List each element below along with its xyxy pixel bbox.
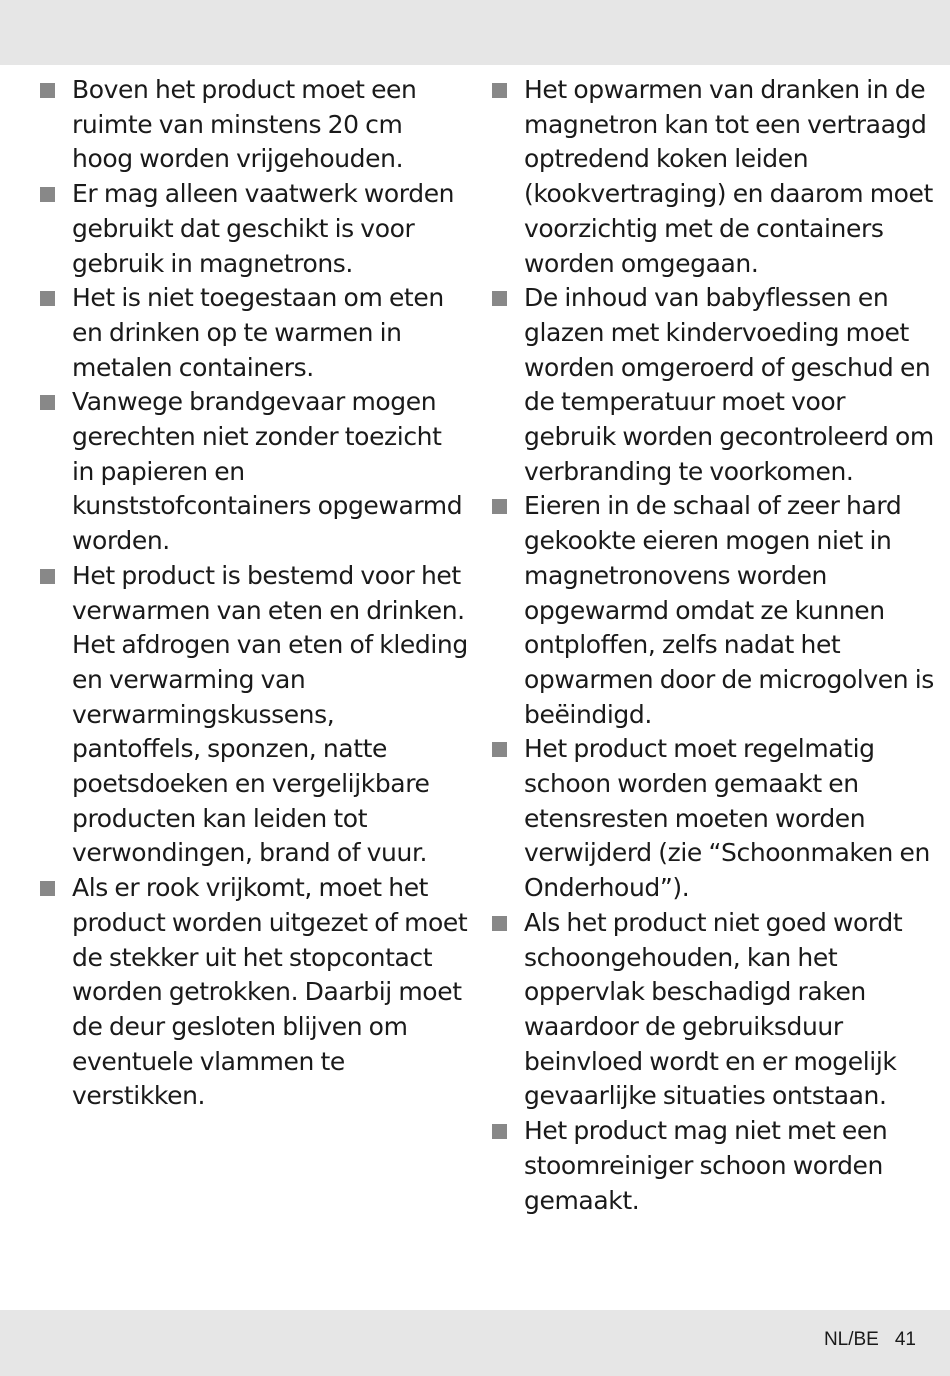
list-item bbox=[38, 385, 468, 559]
list-item-text: Als er rook vrijkomt, moet het product worden uitgezet of moet de stekker uit het stopcontact worden getrokken. Daarbij moet de deur gesloten blijven om eventuele vlammen te verstikken. bbox=[72, 873, 468, 1111]
page-number: 41 bbox=[894, 1329, 916, 1350]
list-item-text: Het product mag niet met een stoomreiniger schoon worden gemaakt. bbox=[524, 1116, 888, 1215]
square-bullet-icon bbox=[40, 291, 55, 306]
list-item-text: Als het product niet goed wordt schoongehouden, kan het oppervlak beschadigd raken waardoor de gebruiksduur beinvloed wordt en er mogelijk gevaarlijke situaties ontstaan. bbox=[524, 907, 903, 1111]
list-item bbox=[38, 177, 468, 281]
list-item-text: Het product moet regelmatig schoon worden gemaakt en etensresten moeten worden verwijderd (zie “Schoonmaken en Onderhoud”). bbox=[524, 734, 930, 903]
list-item bbox=[38, 871, 468, 1114]
list-item bbox=[490, 906, 935, 1114]
list-item bbox=[490, 1114, 935, 1218]
square-bullet-icon bbox=[40, 569, 55, 584]
right-column-list bbox=[490, 73, 935, 1218]
square-bullet-icon bbox=[492, 499, 507, 514]
square-bullet-icon bbox=[492, 291, 507, 306]
list-item bbox=[490, 489, 935, 732]
square-bullet-icon bbox=[40, 83, 55, 98]
list-item bbox=[490, 732, 935, 906]
square-bullet-icon bbox=[492, 83, 507, 98]
square-bullet-icon bbox=[492, 1124, 507, 1139]
list-item-text: Het product is bestemd voor het verwarmen van eten en drinken. Het afdrogen van eten of kleding en verwarming van verwarmingskussens, pantoffels, sponzen, natte poetsdoeken en vergelijkbare producten kan leiden tot verwondingen, brand of vuur. bbox=[72, 560, 468, 868]
list-item-text: Het is niet toegestaan om eten en drinken op te warmen in metalen containers. bbox=[72, 283, 444, 382]
list-item bbox=[490, 73, 935, 281]
list-item bbox=[38, 73, 468, 177]
square-bullet-icon bbox=[492, 742, 507, 757]
list-item bbox=[38, 559, 468, 871]
header-band bbox=[0, 0, 950, 65]
square-bullet-icon bbox=[40, 395, 55, 410]
square-bullet-icon bbox=[40, 881, 55, 896]
list-item-text: Vanwege brandgevaar mogen gerechten niet zonder toezicht in papieren en kunststofcontainers opgewarmd worden. bbox=[72, 387, 463, 556]
left-column-list bbox=[38, 73, 468, 1114]
list-item-text: Er mag alleen vaatwerk worden gebruikt dat geschikt is voor gebruik in magnetrons. bbox=[72, 179, 455, 278]
list-item-text: Het opwarmen van dranken in de magnetron kan tot een vertraagd optredend koken leiden (kookvertraging) en daarom moet voorzichtig met de containers worden omgegaan. bbox=[524, 75, 933, 278]
page-footer bbox=[824, 1329, 916, 1351]
footer-band bbox=[0, 1310, 950, 1376]
list-item-text: De inhoud van babyflessen en glazen met kindervoeding moet worden omgeroerd of geschud en de temperatuur moet voor gebruik worden gecontroleerd om verbranding te voorkomen. bbox=[524, 283, 934, 486]
language-code: NL/BE bbox=[823, 1329, 879, 1350]
square-bullet-icon bbox=[492, 916, 507, 931]
list-item bbox=[38, 281, 468, 385]
square-bullet-icon bbox=[40, 187, 55, 202]
list-item-text: Boven het product moet een ruimte van minstens 20 cm hoog worden vrijgehouden. bbox=[72, 75, 417, 174]
list-item bbox=[490, 281, 935, 489]
list-item-text: Eieren in de schaal of zeer hard gekookte eieren mogen niet in magnetronovens worden opgewarmd omdat ze kunnen ontploffen, zelfs nadat het opwarmen door de microgolven is beëindigd. bbox=[524, 491, 934, 729]
